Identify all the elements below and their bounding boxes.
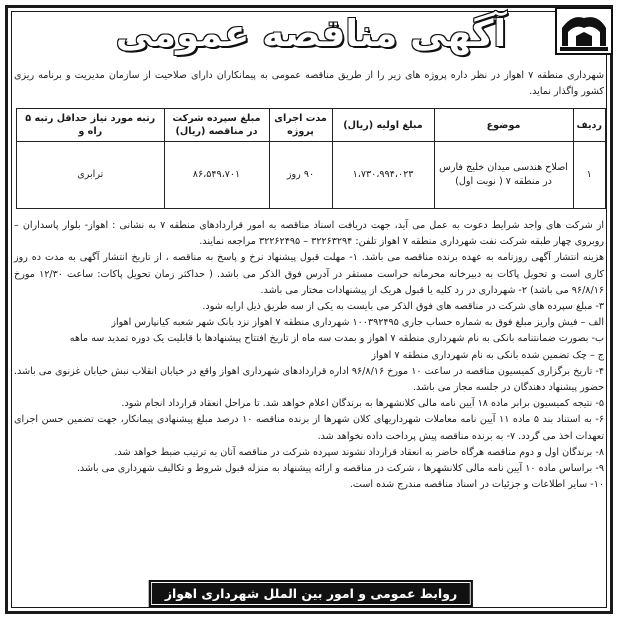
- paragraph-method-c: ج – چک تضمین شده بانکی به نام شهرداری منطقه ۷ اهواز: [371, 349, 604, 361]
- paragraph-guarantee: ۶- به استناد بند ۵ ماده ۱۱ آیین نامه معاملات شهرداریهای کلان شهرها از برنده مناقصه ۱۰ درصد مبلغ پیشنهادی پیمانکار، جهت تضمین حسن اجرای تعهدات اخذ می گردد. ۷- به برنده مناقصه پیش پرداخت داده نخواهد شد.: [14, 414, 605, 442]
- table-header-row: [17, 109, 606, 142]
- col-header-initial-amount: مبلغ اولیه (ریال): [332, 109, 434, 142]
- cell-duration: ۹۰ روز: [269, 142, 332, 209]
- notice-body: [14, 218, 604, 493]
- intro-text: شهرداری منطقه ۷ اهواز در نظر داره پروژه های زیر را از طریق مناقصه عمومی به پیمانکاران دارای صلاحیت از سازمان مدیریت و برنامه ریزی کشور واگذار نماید.: [14, 70, 604, 97]
- tender-table: [16, 108, 606, 209]
- paragraph-commission: ۴- تاریخ برگزاری کمیسیون مناقصه در ساعت ۱۰ مورخ ۹۶/۸/۱۶ اداره قراردادهای شهرداری اهواز واقع در خیابان انقلاب نبش خیابان غزنوی می باشد. حضور پیشنهاد دهندگان در جلسه مجاز می باشد.: [14, 365, 604, 394]
- paragraph-deposit-methods: ۳- مبلغ سپرده های شرکت در مناقصه های فوق الذکر می بایست به یکی از سه طریق ذیل ارایه شود.: [202, 301, 604, 313]
- footer-banner: روابط عمومی و امور بین الملل شهرداری اهواز: [149, 580, 473, 607]
- paragraph-deadline: هزینه انتشار آگهی روزنامه به عهده برنده مناقصه می باشد. ۱- مهلت قبول پیشنهاد نرخ و پاسخ به مناقصه ، از تاریخ انتشار آگهی به مدت ده روز کاری است و تحویل پاکات به دبیرخانه محرمانه حراست مستقر در آدرس فوق الذکر می باشد. ( حداکثر زمان تحویل پاکات: ساعت ۱۲/۳۰ مورخ ۹۶/۸/۱۶ می باشد) ۲- شهرداری در رد کلیه یا قبول هریک از پیشنهادات مختار می باشد.: [14, 252, 605, 296]
- paragraph-method-a: الف – فیش واریز مبلغ فوق به شماره حساب جاری ۱۰۰۳۹۲۴۹۵ شهرداری منطقه ۷ اهواز نزد بانک شهر شعبه کیانپارس اهواز: [111, 317, 604, 329]
- col-header-duration: مدت اجرای پروژه: [269, 109, 332, 142]
- cell-deposit: ۸۶،۵۴۹،۷۰۱: [164, 142, 269, 209]
- col-header-rank: رتبه مورد نیاز حداقل رتبه ۵ راه و: [17, 109, 165, 142]
- paragraph-acceptance: ۹- براساس ماده ۱۰ آیین نامه مالی کلانشهرها ، شرکت در مناقصه و ارائه پیشنهاد به منزله قبول شروط و تکالیف شهرداری می باشد.: [76, 463, 604, 475]
- table-row: [17, 142, 606, 209]
- col-header-deposit: مبلغ سپرده شرکت در مناقصه (ریال): [164, 109, 269, 142]
- page-title: آگهی مناقصه عمومی: [115, 12, 507, 55]
- cell-rank: ترابری: [17, 142, 165, 209]
- title-container: [90, 6, 532, 62]
- paragraph-other-info: ۱۰- سایر اطلاعات و جزئیات در اسناد مناقصه مندرج شده است.: [349, 479, 604, 491]
- paragraph-address: از شرکت های واجد شرایط دعوت به عمل می آید، جهت دریافت اسناد مناقصه به امور قراردادهای منطقه ۷ به نشانی : اهواز- بلوار پاسداران – روبروی چهار طبقه شرکت نفت شهرداری منطقه ۷ اهواز تلفن: ۳۲۲۶۳۲۹۴ – ۳۲۲۶۲۴۹۵ مراجعه نمایند.: [14, 220, 604, 248]
- col-header-subject: موضوع: [434, 109, 573, 142]
- paragraph-result: ۵- نتیجه کمیسیون برابر ماده ۱۸ آیین نامه مالی کلانشهرها به برندگان اعلام خواهد شد. تا مراحل انعقاد قرارداد انجام شود.: [121, 398, 604, 410]
- cell-subject: اصلاح هندسی میدان خلیج فارس در منطقه ۷ ( نوبت اول): [434, 142, 573, 209]
- col-header-row: ردیف: [573, 109, 605, 142]
- paragraph-method-b: ب- بصورت ضمانتنامه بانکی به نام شهرداری منطقه ۷ اهواز و بمدت سه ماه از تاریخ افتتاح پیشنهادها با قابلیت یک دوره تمدید سه ماهه: [69, 333, 604, 345]
- municipality-logo-icon: [554, 6, 614, 56]
- paragraph-forfeit: ۸- برندگان اول و دوم مناقصه هرگاه حاضر به انعقاد قرارداد نشوند سپرده شرکت در مناقصه آنان به ترتیب ضبط خواهد شد.: [114, 446, 604, 458]
- cell-row: ۱: [573, 142, 605, 209]
- cell-initial-amount: ۱،۷۳۰،۹۹۴،۰۲۳: [332, 142, 434, 209]
